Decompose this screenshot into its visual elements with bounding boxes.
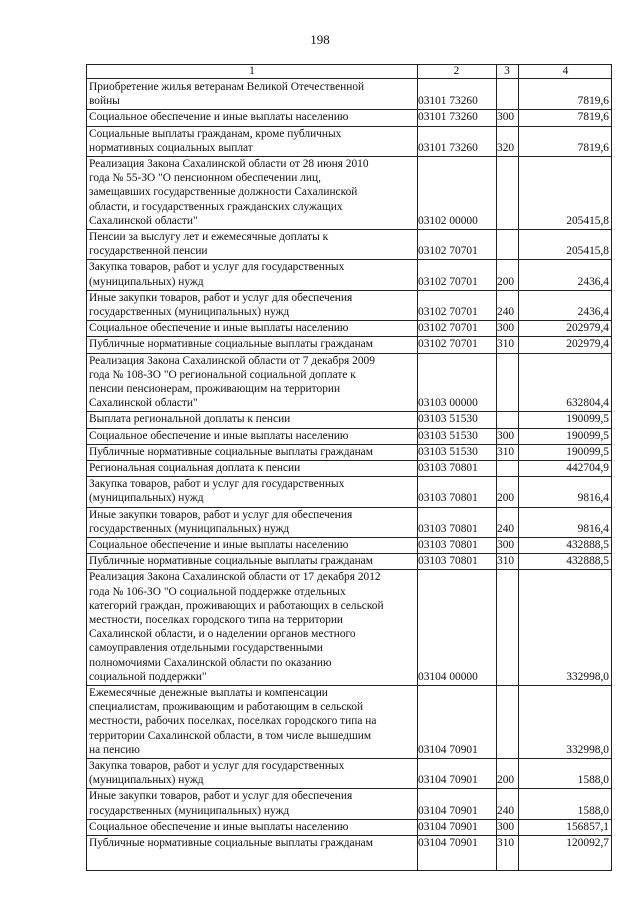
row-amount: 2436,4 bbox=[577, 306, 609, 318]
row-expense-type: 310 bbox=[497, 555, 515, 568]
row-amount: 7819,6 bbox=[577, 111, 609, 124]
description-line: (муниципальных) нужд bbox=[89, 492, 204, 505]
row-description bbox=[89, 686, 415, 757]
row-description bbox=[89, 354, 415, 411]
row-code: 03104 70901 bbox=[418, 774, 478, 787]
row-expense-type: 300 bbox=[497, 539, 515, 551]
row-expense-type: 300 bbox=[497, 322, 515, 335]
row-code: 03102 00000 bbox=[418, 214, 478, 227]
row-expense-type: 200 bbox=[497, 774, 515, 787]
row-code: 03104 70901 bbox=[418, 837, 478, 849]
description-line: года № 108-ЗО "О региональной социальной доплате к bbox=[89, 368, 356, 381]
row-amount: 205415,8 bbox=[566, 214, 609, 227]
row-code: 03103 51530 bbox=[418, 445, 478, 458]
description-line: Закупка товаров, работ и услуг для государственных bbox=[89, 478, 345, 491]
row-code: 03103 70801 bbox=[418, 555, 478, 568]
row-amount: 432888,5 bbox=[566, 539, 609, 551]
row-amount: 7819,6 bbox=[577, 95, 609, 108]
row-description bbox=[89, 461, 415, 475]
description-line: Пенсии за выслугу лет и ежемесячные доплаты к bbox=[89, 231, 329, 243]
row-code: 03103 70801 bbox=[418, 492, 478, 505]
description-line: Приобретение жилья ветеранам Великой Отечественной bbox=[89, 81, 365, 93]
description-line: года № 55-ЗО "О пенсионном обеспечении лиц, bbox=[89, 172, 321, 185]
row-code: 03104 00000 bbox=[418, 670, 478, 683]
column-header-1: 1 bbox=[249, 65, 255, 77]
description-line: Сахалинской области" bbox=[89, 214, 198, 227]
row-description bbox=[89, 820, 415, 834]
description-line: Сахалинской области, и о наделении органов местного bbox=[89, 628, 356, 641]
row-description bbox=[89, 429, 415, 443]
description-line: (муниципальных) нужд bbox=[89, 774, 204, 787]
row-description bbox=[89, 570, 415, 684]
row-amount: 632804,4 bbox=[566, 397, 609, 410]
page-number: 198 bbox=[310, 32, 330, 47]
description-line: Региональная социальная доплата к пенсии bbox=[89, 462, 301, 474]
description-line: Социальное обеспечение и иные выплаты населению bbox=[89, 322, 349, 335]
row-amount: 202979,4 bbox=[566, 338, 609, 351]
row-code: 03103 00000 bbox=[418, 397, 478, 410]
row-description bbox=[89, 291, 415, 319]
description-line: (муниципальных) нужд bbox=[89, 275, 204, 288]
description-line: нормативных социальных выплат bbox=[89, 141, 253, 154]
row-description bbox=[89, 554, 415, 568]
row-amount: 1588,0 bbox=[577, 804, 609, 817]
row-expense-type: 300 bbox=[497, 429, 515, 442]
row-code: 03104 70901 bbox=[418, 820, 478, 833]
row-amount: 205415,8 bbox=[566, 245, 609, 258]
description-line: войны bbox=[89, 95, 120, 108]
row-description bbox=[89, 445, 415, 459]
row-amount: 156857,1 bbox=[566, 820, 609, 833]
column-divider bbox=[496, 65, 497, 870]
row-code: 03102 70701 bbox=[418, 338, 478, 351]
row-amount: 1588,0 bbox=[577, 774, 609, 787]
row-amount: 120092,7 bbox=[566, 837, 609, 849]
row-code: 03103 51530 bbox=[418, 413, 478, 426]
row-code: 03104 70901 bbox=[418, 743, 478, 756]
budget-table bbox=[86, 64, 612, 871]
row-description bbox=[89, 260, 415, 288]
description-line: Публичные нормативные социальные выплаты гражданам bbox=[89, 555, 373, 568]
row-expense-type: 310 bbox=[497, 445, 515, 458]
row-code: 03102 70701 bbox=[418, 306, 478, 318]
row-description bbox=[89, 321, 415, 335]
description-line: Ежемесячные денежные выплаты и компенсации bbox=[89, 687, 328, 699]
row-amount: 9816,4 bbox=[577, 492, 609, 505]
row-expense-type: 300 bbox=[497, 111, 515, 124]
row-amount: 202979,4 bbox=[566, 322, 609, 335]
row-code: 03101 73260 bbox=[418, 111, 478, 124]
description-line: Реализация Закона Сахалинской области от 28 июня 2010 bbox=[89, 158, 369, 170]
row-amount: 190099,5 bbox=[566, 445, 609, 458]
description-line: Закупка товаров, работ и услуг для государственных bbox=[89, 760, 345, 772]
row-code: 03102 70701 bbox=[418, 275, 478, 288]
description-line: года № 106-ЗО "О социальной поддержке отдельных bbox=[89, 585, 346, 598]
row-description bbox=[89, 157, 415, 228]
row-code: 03103 70801 bbox=[418, 539, 478, 551]
row-amount: 7819,6 bbox=[577, 141, 609, 154]
description-line: Иные закупки товаров, работ и услуг для обеспечения bbox=[89, 291, 353, 304]
row-amount: 9816,4 bbox=[577, 522, 609, 535]
row-expense-type: 320 bbox=[497, 141, 515, 154]
description-line: Иные закупки товаров, работ и услуг для обеспечения bbox=[89, 790, 353, 803]
row-amount: 190099,5 bbox=[566, 429, 609, 442]
row-expense-type: 310 bbox=[497, 338, 515, 351]
description-line: Публичные нормативные социальные выплаты гражданам bbox=[89, 445, 373, 458]
column-header-4: 4 bbox=[562, 65, 569, 77]
description-line: Социальное обеспечение и иные выплаты населению bbox=[89, 429, 349, 442]
row-code: 03103 70801 bbox=[418, 522, 478, 535]
description-line: специалистам, проживающим и работающим в сельской bbox=[89, 701, 364, 714]
row-description bbox=[89, 337, 415, 351]
row-code: 03103 70801 bbox=[418, 462, 478, 474]
description-line: замещавших государственные должности Сахалинской bbox=[89, 186, 358, 199]
row-code: 03103 51530 bbox=[418, 429, 478, 442]
description-line: категорий граждан, проживающих и работающих в сельской bbox=[89, 599, 384, 612]
row-amount: 190099,5 bbox=[566, 413, 609, 426]
description-line: государственных (муниципальных) нужд bbox=[89, 306, 290, 318]
row-amount: 2436,4 bbox=[577, 275, 609, 288]
description-line: государственной пенсии bbox=[89, 245, 208, 258]
row-description bbox=[89, 789, 415, 817]
row-expense-type: 300 bbox=[497, 820, 515, 833]
row-description bbox=[89, 127, 415, 155]
row-expense-type: 200 bbox=[497, 492, 515, 505]
header-divider bbox=[87, 78, 611, 79]
row-description bbox=[89, 230, 415, 258]
row-description bbox=[89, 477, 415, 505]
column-header-2: 2 bbox=[453, 65, 460, 77]
description-line: государственных (муниципальных) нужд bbox=[89, 522, 290, 535]
row-code: 03101 73260 bbox=[418, 141, 478, 154]
description-line: полномочиями Сахалинской области по оказанию bbox=[89, 656, 332, 669]
row-expense-type: 200 bbox=[497, 275, 515, 288]
description-line: Закупка товаров, работ и услуг для государственных bbox=[89, 261, 345, 274]
description-line: местности, рабочих поселках, поселках городского типа на bbox=[89, 715, 377, 728]
description-line: самоуправления отдельными государственными bbox=[89, 642, 323, 655]
row-expense-type: 240 bbox=[497, 522, 515, 535]
row-description bbox=[89, 80, 415, 108]
description-line: Иные закупки товаров, работ и услуг для обеспечения bbox=[89, 508, 353, 521]
description-line: территории Сахалинской области, в том числе вышедшим bbox=[89, 729, 372, 742]
row-code: 03102 70701 bbox=[418, 322, 478, 335]
description-line: Сахалинской области" bbox=[89, 397, 198, 410]
row-description bbox=[89, 759, 415, 787]
description-line: Публичные нормативные социальные выплаты гражданам bbox=[89, 837, 373, 849]
description-line: Социальное обеспечение и иные выплаты населению bbox=[89, 111, 349, 124]
column-divider bbox=[518, 65, 519, 870]
description-line: пенсии пенсионерам, проживающим на территории bbox=[89, 383, 341, 395]
row-expense-type: 310 bbox=[497, 837, 515, 849]
description-line: Социальные выплаты гражданам, кроме публичных bbox=[89, 127, 342, 140]
row-code: 03104 70901 bbox=[418, 804, 478, 817]
description-line: Социальное обеспечение и иные выплаты населению bbox=[89, 539, 349, 551]
description-line: Реализация Закона Сахалинской области от 7 декабря 2009 bbox=[89, 354, 375, 367]
row-expense-type: 240 bbox=[497, 804, 515, 817]
row-amount: 442704,9 bbox=[566, 462, 609, 474]
description-line: Социальное обеспечение и иные выплаты населению bbox=[89, 820, 349, 833]
row-description bbox=[89, 110, 415, 124]
description-line: Выплата региональной доплаты к пенсии bbox=[89, 413, 291, 426]
description-line: местности, поселках городского типа на территории bbox=[89, 614, 344, 626]
description-line: Публичные нормативные социальные выплаты гражданам bbox=[89, 338, 373, 351]
description-line: государственных (муниципальных) нужд bbox=[89, 804, 290, 817]
row-description bbox=[89, 508, 415, 536]
column-header-3: 3 bbox=[504, 65, 510, 77]
row-description bbox=[89, 836, 415, 850]
row-code: 03102 70701 bbox=[418, 245, 478, 258]
description-line: на пенсию bbox=[89, 743, 140, 756]
description-line: Реализация Закона Сахалинской области от 17 декабря 2012 bbox=[89, 571, 381, 584]
row-amount: 432888,5 bbox=[566, 555, 609, 568]
row-expense-type: 240 bbox=[497, 306, 515, 318]
row-description bbox=[89, 538, 415, 552]
row-code: 03101 73260 bbox=[418, 95, 478, 108]
row-amount: 332998,0 bbox=[566, 670, 609, 683]
row-amount: 332998,0 bbox=[566, 743, 609, 756]
description-line: области, и государственных гражданских служащих bbox=[89, 200, 343, 213]
description-line: социальной поддержки" bbox=[89, 670, 207, 683]
row-description bbox=[89, 412, 415, 426]
